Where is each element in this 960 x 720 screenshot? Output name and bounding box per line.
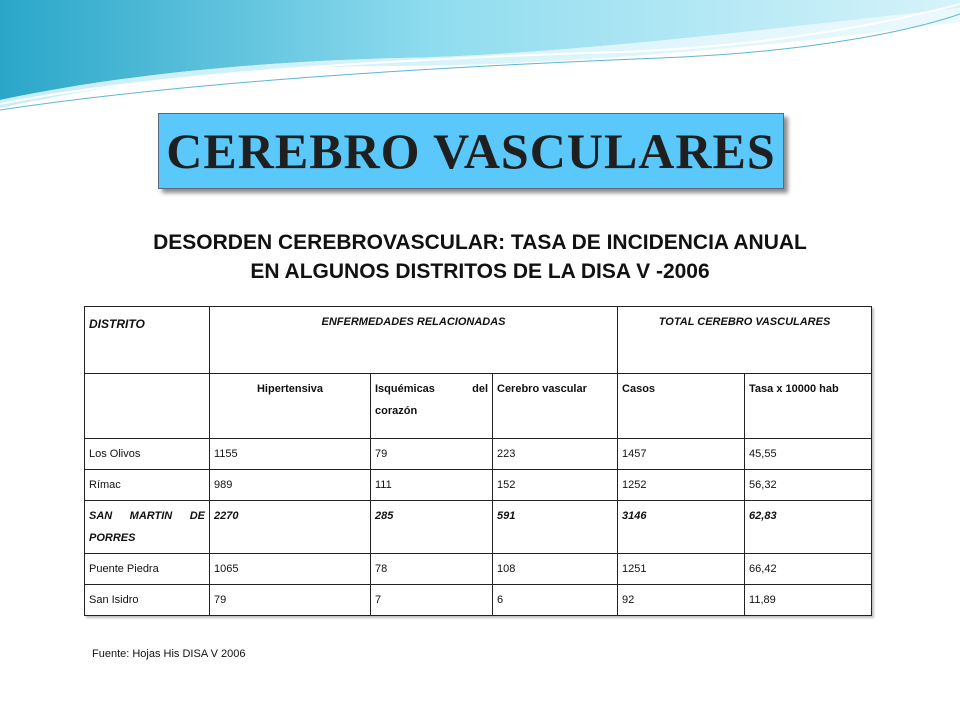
cell-tasa: 45,55: [745, 439, 872, 470]
cell-casos: 1252: [618, 470, 745, 501]
table-row-highlighted: [85, 501, 872, 554]
cell-isquemicas: 78: [371, 554, 493, 585]
cell-cerebro: 6: [493, 585, 618, 616]
subheader-casos: Casos: [618, 374, 745, 439]
cell-cerebro: 223: [493, 439, 618, 470]
subheader-cerebro: Cerebro vascular: [493, 374, 618, 439]
table-title-line-2: EN ALGUNOS DISTRITOS DE LA DISA V -2006: [250, 260, 710, 283]
header-total: TOTAL CEREBRO VASCULARES: [618, 307, 872, 374]
cell-hipertensiva: 1155: [210, 439, 371, 470]
decorative-wave-header: [0, 0, 960, 130]
cell-cerebro: 152: [493, 470, 618, 501]
cell-tasa: 66,42: [745, 554, 872, 585]
cell-casos: 1251: [618, 554, 745, 585]
subheader-empty: [85, 374, 210, 439]
cell-hipertensiva: 989: [210, 470, 371, 501]
table-title: [60, 228, 900, 286]
cell-distrito: San Isidro: [85, 585, 210, 616]
cell-tasa: 56,32: [745, 470, 872, 501]
subheader-isquemicas: Isquémicas del corazón: [371, 374, 493, 439]
cell-cerebro: 108: [493, 554, 618, 585]
table-row: [85, 585, 872, 616]
cell-distrito: Rímac: [85, 470, 210, 501]
table-subheader-row: [85, 374, 872, 439]
cell-isquemicas: 79: [371, 439, 493, 470]
cell-isquemicas: 285: [371, 501, 493, 554]
table-row: [85, 470, 872, 501]
slide-title: CEREBRO VASCULARES: [158, 113, 784, 189]
header-distrito: DISTRITO: [85, 307, 210, 374]
cell-distrito: Los Olivos: [85, 439, 210, 470]
table-header-row: [85, 307, 872, 374]
cell-tasa: 11,89: [745, 585, 872, 616]
table-row: [85, 554, 872, 585]
cell-tasa: 62,83: [745, 501, 872, 554]
cell-distrito: Puente Piedra: [85, 554, 210, 585]
cell-hipertensiva: 79: [210, 585, 371, 616]
incidence-table: [84, 306, 872, 616]
source-footnote: Fuente: Hojas His DISA V 2006: [92, 648, 246, 660]
cell-cerebro: 591: [493, 501, 618, 554]
subheader-hipertensiva: Hipertensiva: [210, 374, 371, 439]
cell-casos: 92: [618, 585, 745, 616]
cell-isquemicas: 7: [371, 585, 493, 616]
cell-isquemicas: 111: [371, 470, 493, 501]
subheader-tasa: Tasa x 10000 hab: [745, 374, 872, 439]
cell-casos: 3146: [618, 501, 745, 554]
cell-hipertensiva: 2270: [210, 501, 371, 554]
table-title-line-1: DESORDEN CEREBROVASCULAR: TASA DE INCIDENCIA ANUAL: [153, 231, 807, 254]
cell-distrito: SAN MARTIN DE PORRES: [85, 501, 210, 554]
cell-hipertensiva: 1065: [210, 554, 371, 585]
cell-casos: 1457: [618, 439, 745, 470]
table-row: [85, 439, 872, 470]
header-enfermedades: ENFERMEDADES RELACIONADAS: [210, 307, 618, 374]
